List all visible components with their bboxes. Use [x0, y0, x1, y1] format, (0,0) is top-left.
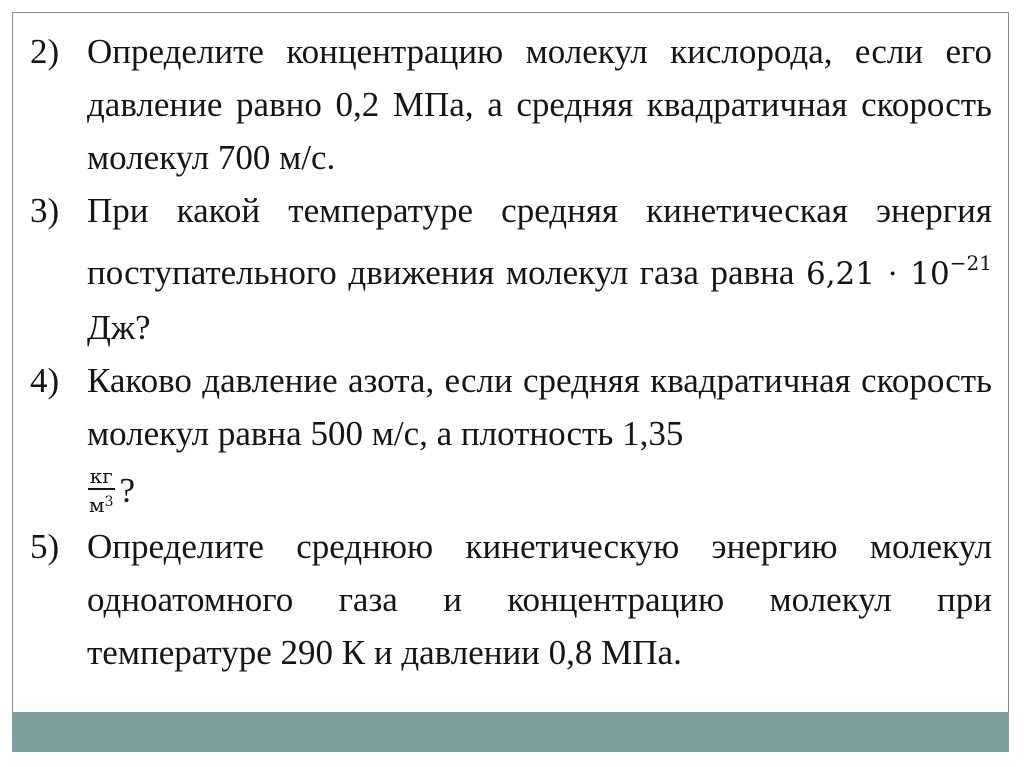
- problem-number: 5): [30, 527, 60, 566]
- problem-text-block: [87, 354, 992, 520]
- problem-number: 3): [30, 191, 60, 230]
- fraction-denominator: [87, 490, 115, 517]
- problem-number: 2): [30, 32, 60, 71]
- problem-4: [30, 354, 992, 520]
- math-base: 6,21 · 10: [805, 256, 950, 292]
- problem-text-before: При какой температуре средняя кинетическая энергия поступательного движения молекул газа равна: [87, 191, 992, 292]
- math-exponent: −21: [949, 251, 992, 275]
- problem-text-after: ?: [119, 470, 136, 510]
- problem-text: Определите концентрацию молекул кислорода, если его давление равно 0,2 МПа, а средняя квадратичная скорость молекул 700 м/с.: [87, 32, 992, 177]
- problem-number: 4): [30, 361, 60, 400]
- fraction-numerator: кг: [89, 463, 113, 488]
- problem-5: [30, 520, 992, 679]
- math-expression: [805, 251, 992, 292]
- problem-text: [87, 184, 992, 354]
- problem-text: Определите среднюю кинетическую энергию молекул одноатомного газа и концентрацию молекул при температуре 290 К и давлении 0,8 МПа.: [87, 527, 992, 672]
- bottom-bar: [12, 712, 1009, 752]
- fraction-denominator-exponent: 3: [104, 493, 114, 510]
- unit-fraction: [87, 464, 115, 517]
- problem-text-after: Дж?: [87, 308, 151, 347]
- problem-2: [30, 25, 992, 184]
- problem-text: Каково давление азота, если средняя квадратичная скорость молекул равна 500 м/с, а плотность 1,35: [87, 361, 992, 453]
- fraction-denominator-base: м: [89, 492, 105, 517]
- problem-list: [30, 25, 992, 679]
- problem-3: [30, 184, 992, 354]
- density-unit-line: [87, 460, 992, 520]
